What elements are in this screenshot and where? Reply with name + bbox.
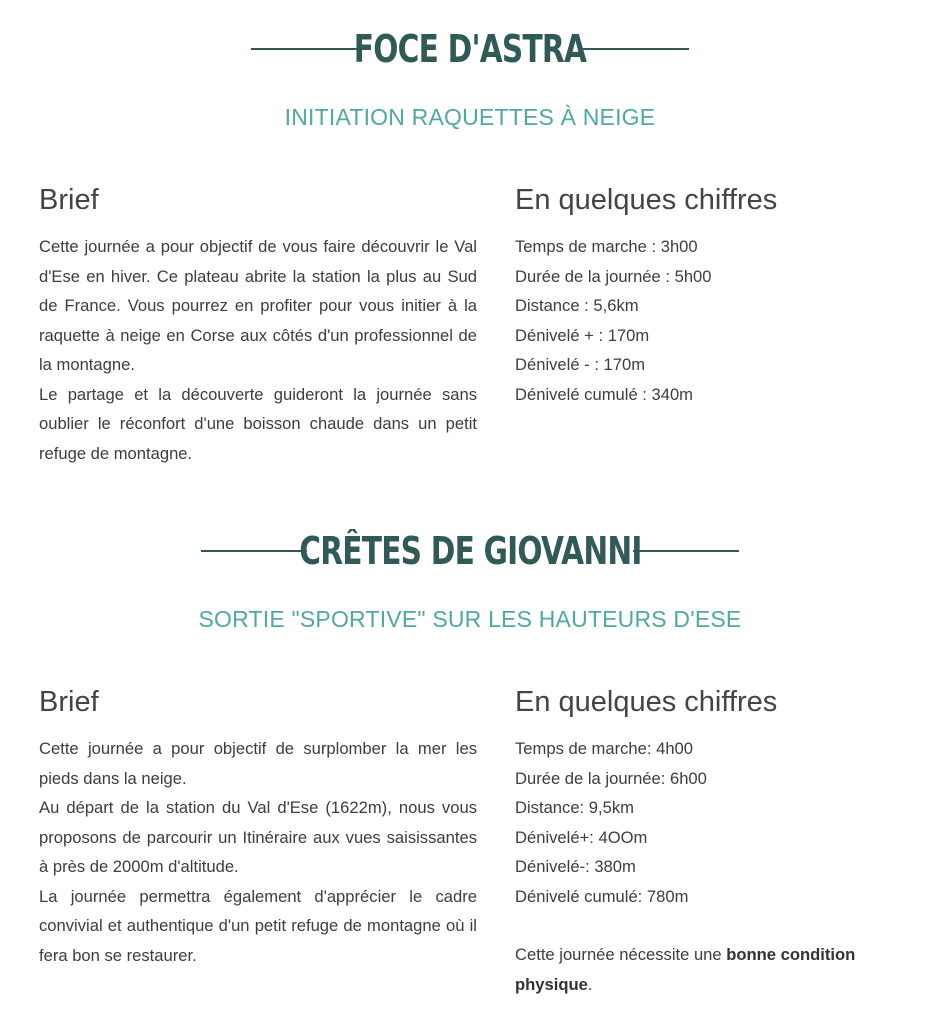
figure-item: Dénivelé-: 380m (515, 857, 636, 876)
figure-item: Temps de marche : 3h00 (515, 237, 698, 256)
figure-item: Distance : 5,6km (515, 296, 639, 315)
figure-item: Distance: 9,5km (515, 798, 634, 817)
brief-paragraph: Cette journée a pour objectif de vous faire découvrir le Val d'Ese en hiver. Ce plateau abrite la station la plus au Sud de France. Vous pourrez en profiter pour vous initier à la raquette à neige en Corse aux côtés d'un professionnel de la montagne. (39, 237, 477, 374)
figure-item: Dénivelé+: 4OOm (515, 827, 648, 847)
brief-paragraph: Le partage et la découverte guideront la journée sans oublier le réconfort d'une boisson chaude dans un petit refuge de montagne. (39, 384, 477, 463)
section-2-title: CRÊTES DE GIOVANNI (298, 529, 642, 573)
figure-item: Dénivelé cumulé: 780m (515, 886, 689, 906)
section-1-brief-heading: Brief (39, 184, 99, 216)
title-rule-left (201, 550, 307, 552)
section-2-subtitle: SORTIE "SPORTIVE" SUR LES HAUTEURS D'ESE (198, 606, 742, 632)
figure-item: Dénivelé cumulé : 340m (515, 384, 694, 404)
section-1-brief-text (39, 232, 477, 468)
title-rule-left (251, 48, 357, 50)
brief-paragraph: Cette journée a pour objectif de surplomber la mer les pieds dans la neige. (39, 739, 477, 788)
note-suffix: . (587, 974, 593, 994)
figure-item: Dénivelé + : 170m (515, 325, 650, 345)
figure-item: Durée de la journée: 6h00 (515, 768, 707, 788)
section-2-brief-heading: Brief (39, 686, 99, 718)
section-2-figures-heading: En quelques chiffres (515, 686, 778, 718)
brief-paragraph: La journée permettra également d'apprécier le cadre convivial et authentique d'un petit refuge de montagne où il fera bon se restaurer. (39, 886, 477, 965)
figure-item: Durée de la journée : 5h00 (515, 266, 712, 286)
title-rule-right (583, 48, 689, 50)
figure-item: Dénivelé - : 170m (515, 355, 646, 374)
section-1-title: FOCE D'ASTRA (353, 27, 587, 71)
section-1-figures-list (515, 232, 712, 409)
section-2-brief-text (39, 734, 477, 970)
physical-condition-note (515, 940, 915, 999)
section-1-subtitle: INITIATION RAQUETTES À NEIGE (284, 104, 656, 130)
section-2-figures-list (515, 734, 707, 911)
section-2-title-row (0, 529, 940, 573)
note-bold: bonne condition physique (515, 945, 856, 994)
figure-item: Temps de marche: 4h00 (515, 739, 694, 758)
title-rule-right (633, 550, 739, 552)
section-1-figures-heading: En quelques chiffres (515, 184, 778, 216)
brief-paragraph: Au départ de la station du Val d'Ese (1622m), nous vous proposons de parcourir un Itinéraire aux vues saisissantes à près de 2000m d'altitude. (39, 798, 477, 876)
note-prefix: Cette journée nécessite une (515, 945, 727, 964)
section-1-title-row (0, 27, 940, 71)
